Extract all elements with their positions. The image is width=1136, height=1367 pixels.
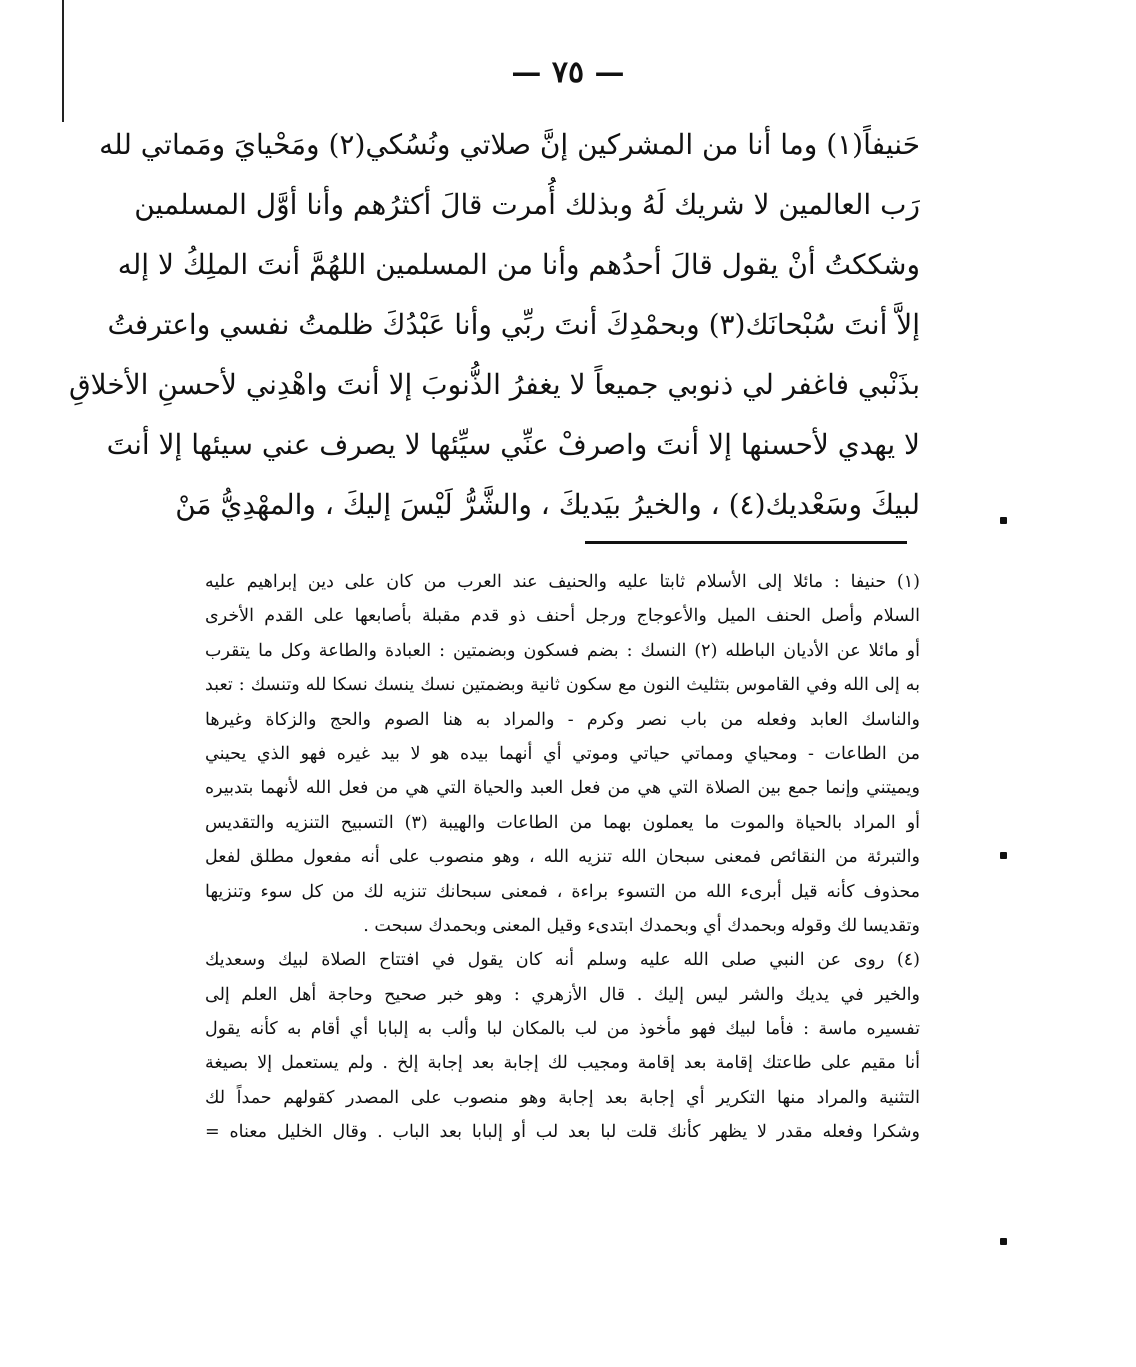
footnote-line: التثنية والمراد منها التكرير أي إجابة بعد إجابة وهو منصوب على المصدر كقولهم حمداً لك bbox=[205, 1087, 920, 1108]
footnote-line: وتقديسا لك وقوله وبحمدك أي وبحمدك ابتدىء وقيل المعنى وبحمدك سبحت . bbox=[363, 915, 920, 936]
main-text-line: بذَنْبي فاغفر لي ذنوبي جميعاً لا يغفرُ الذُّنوبَ إلا أنتَ واهْدِني لأحسنِ الأخلاقِ bbox=[68, 368, 920, 401]
main-text bbox=[68, 115, 920, 535]
footnote-line: والناسك العابد وفعله من باب نصر وكرم - والمراد به هنا الصوم والحج والزكاة وغيرها bbox=[205, 709, 920, 730]
footnote-line: من الطاعات - ومحياي ومماتي حياتي وموتي أي أنهما بيده هو لا بيد غيره فهو الذي يحيني bbox=[205, 743, 920, 764]
main-text-line: إلاَّ أنتَ سُبْحانَك(٣) وبحمْدِكَ أنتَ ربِّي وأنا عَبْدُكَ ظلمتُ نفسي واعترفتُ bbox=[107, 308, 920, 341]
scan-mark bbox=[1000, 517, 1007, 524]
main-text-line: حَنيفاً(١) وما أنا من المشركين إنَّ صلاتي ونُسُكي(٢) ومَحْيايَ ومَماتي لله bbox=[99, 128, 920, 161]
scan-mark bbox=[1000, 1238, 1007, 1245]
footnote-line: (٤) روى عن النبي صلى الله عليه وسلم أنه كان يقول في افتتاح الصلاة لبيك وسعديك bbox=[205, 950, 920, 971]
footnote-line: وشكرا وفعله مقدر لا يظهر كأنك قلت لبا بعد لب أو إلبابا بعد الباب . وقال الخليل معناه = bbox=[205, 1122, 920, 1143]
footnote-line: محذوف كأنه قيل أبرىء الله من التسوء براءة ، فمعنى سبحانك تنزيه لك من كل سوء وتنزيها bbox=[205, 881, 920, 902]
main-text-line: رَب العالمين لا شريك لَهُ وبذلك أُمرت قالَ أكثرُهم وأنا أوَّل المسلمين bbox=[134, 188, 920, 221]
footnote-line: أو المراد بالحياة والموت ما يعملون بهما من الطاعات والهيبة (٣) التسبيح التنزيه والتقديس bbox=[205, 812, 921, 833]
footnote-line: به إلى الله وفي القاموس بتثليث النون مع سكون ثانية وبضمتين نسك ينسك نسكا لله وتنسك : تعبد bbox=[205, 675, 920, 696]
footnote-line: أنا مقيم على طاعتك إقامة بعد إقامة ومجيب لك إجابة بعد إجابة إلخ . ولم يستعمل إلا بصيغة bbox=[205, 1053, 920, 1074]
scan-mark bbox=[1000, 852, 1007, 859]
main-text-line: لبيكَ وسَعْديك(٤) ، والخيرُ بيَديكَ ، والشَّرُّ لَيْسَ إليكَ ، والمهْدِيُّ مَنْ bbox=[175, 488, 920, 521]
footnote-line: أو مائلا عن الأديان الباطله (٢) النسك : بضم فسكون وبضمتين : العبادة والطاعة وكل ما يتقرب bbox=[205, 640, 920, 661]
footnote-separator bbox=[585, 541, 907, 544]
footnote-line: (١) حنيفا : مائلا إلى الأسلام ثابتا عليه والحنيف عند العرب من كان على دين إبراهيم عليه bbox=[205, 572, 920, 592]
page-number: — ٧٥ — bbox=[511, 55, 625, 90]
footnote-line: والخير في يديك والشر ليس إليك . قال الأزهري : وهو خبر صحيح وحاجة أهل العلم إلى bbox=[205, 984, 920, 1005]
main-text-line: لا يهدي لأحسنها إلا أنتَ واصرفْ عنِّي سيِّئها لا يصرف عني سيئها إلا أنتَ bbox=[106, 428, 920, 461]
footnote-line: ويميتني وإنما جمع بين الصلاة التي هي من فعل العبد والحياة التي هي من فعل الله لأنهما بتدبيره bbox=[205, 778, 920, 799]
footnote-line: السلام وأصل الحنف الميل والأعوجاج ورجل أحنف ذو قدم مقبلة بأصابعها على القدم الأخرى bbox=[205, 606, 920, 627]
footnote-line: تفسيره ماسة : فأما لبيك فهو مأخوذ من لب بالمكان لبا وألب به إلبابا أي أقام به كأنه يقول bbox=[205, 1019, 920, 1040]
footnotes bbox=[205, 565, 920, 1150]
main-text-line: وشككتُ أنْ يقول قالَ أحدُهم وأنا من المسلمين اللهُمَّ أنتَ الملِكُ لا إله bbox=[117, 248, 920, 281]
footnote-line: والتبرئة من النقائص فمعنى سبحان الله تنزيه الله ، وهو منصوب على أنه مفعول مطلق لفعل bbox=[205, 847, 920, 868]
